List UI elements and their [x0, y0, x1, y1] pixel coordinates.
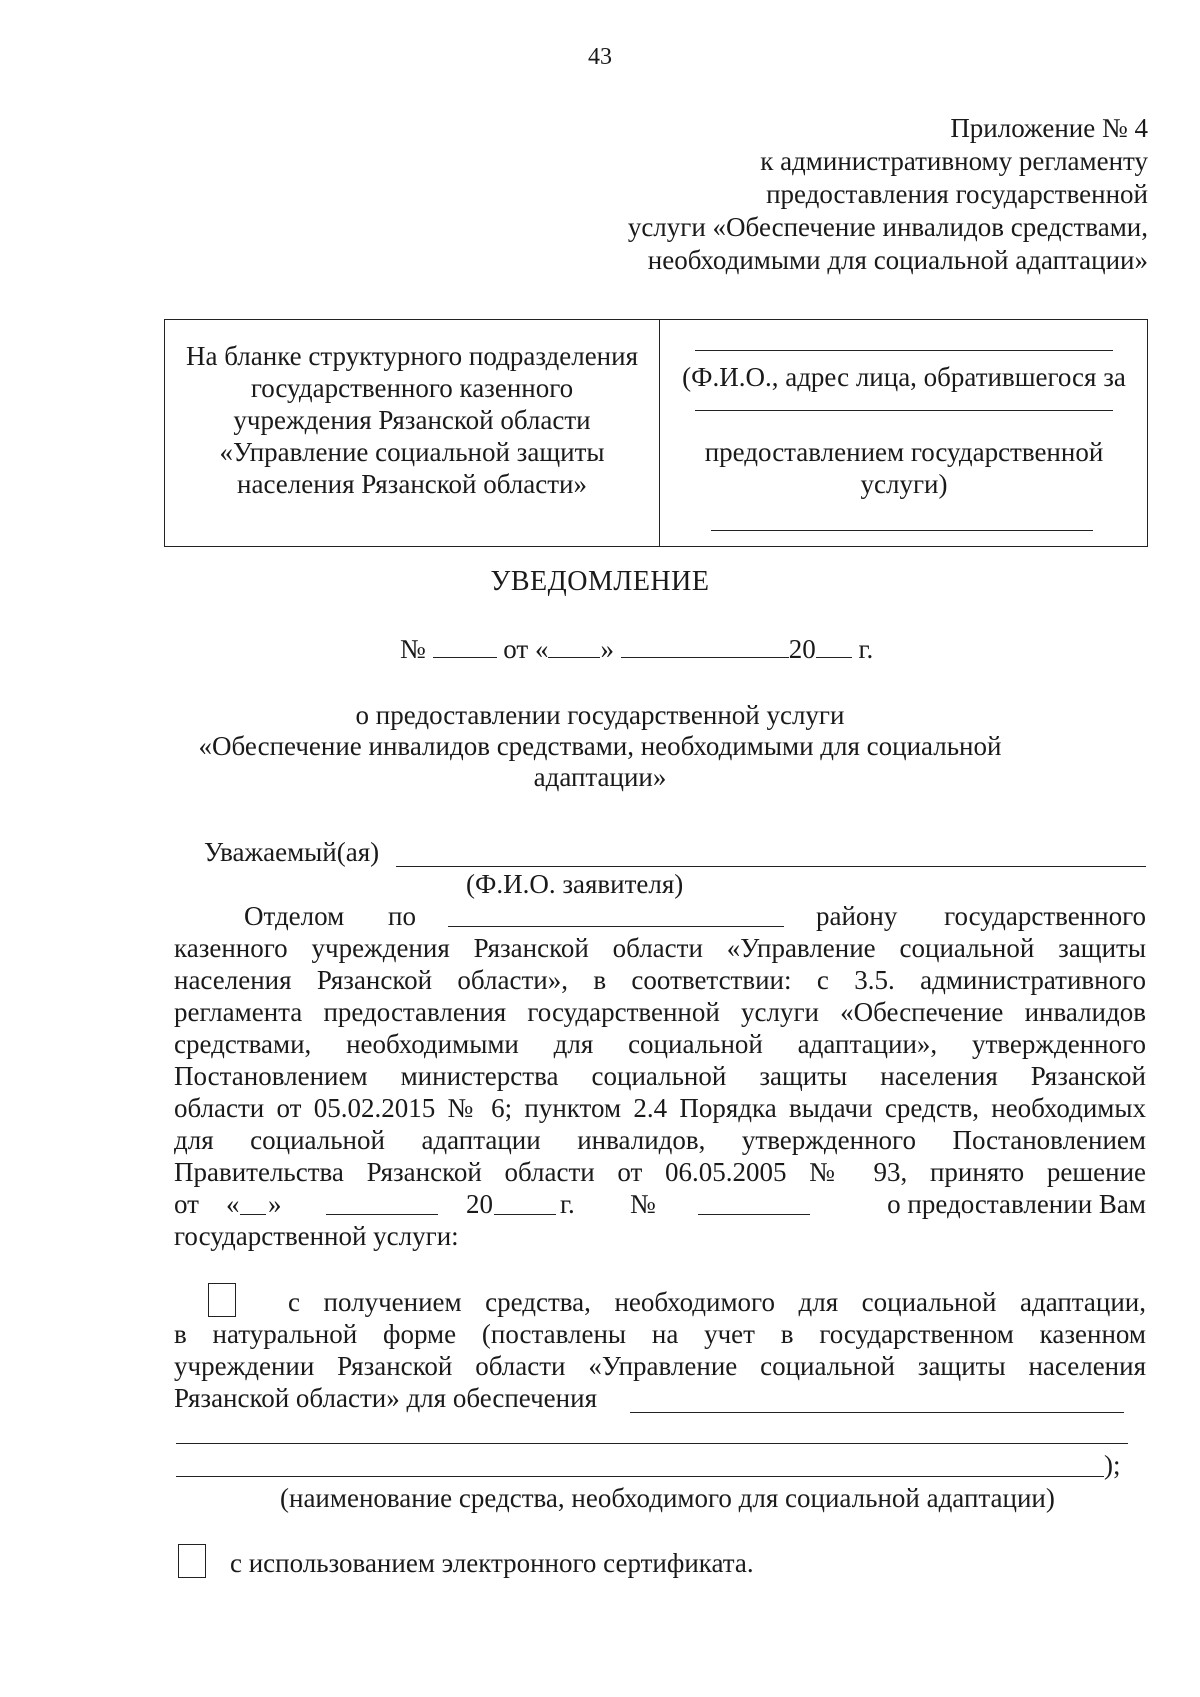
appendix-line: предоставления государственной	[766, 179, 1148, 209]
document-title: УВЕДОМЛЕНИЕ	[490, 566, 710, 597]
appendix-line: услуги «Обеспечение инвалидов средствами,	[627, 212, 1148, 242]
recipient-blank-line[interactable]	[711, 530, 1093, 531]
appendix-header	[628, 112, 1148, 277]
notice-number-line	[400, 634, 873, 665]
body-word: г.	[560, 1189, 575, 1219]
e-certificate-checkbox[interactable]	[178, 1544, 206, 1578]
option-text: Рязанской области» для обеспечения	[174, 1383, 597, 1413]
recipient-caption-line: услуги)	[860, 469, 948, 499]
body-line-1	[174, 900, 1146, 932]
applicant-name-field[interactable]	[396, 866, 1146, 867]
decision-month-field[interactable]	[326, 1192, 438, 1215]
year-prefix: 20	[788, 634, 816, 664]
notice-subject	[140, 700, 1060, 793]
option-natural-form	[174, 1286, 1146, 1414]
notice-year-field[interactable]	[816, 635, 852, 658]
option-line-last	[174, 1382, 1146, 1414]
decision-day-field[interactable]	[240, 1192, 266, 1215]
letterhead-line: государственного казенного	[250, 373, 574, 403]
page-number: 43	[588, 44, 612, 70]
applicant-caption: (Ф.И.О. заявителя)	[466, 869, 684, 899]
body-line-decision	[174, 1188, 1146, 1220]
decision-number-field[interactable]	[698, 1192, 810, 1215]
letterhead-line: населения Рязанской области»	[237, 469, 587, 499]
body-line: Правительства Рязанской области от 06.05.2005 № 93, принято решение	[174, 1157, 1146, 1187]
quote-mark: »	[600, 634, 614, 664]
notice-number-field[interactable]	[433, 635, 497, 658]
body-line: государственной услуги:	[174, 1221, 459, 1251]
letterhead-placeholder	[165, 340, 659, 500]
body-line: средствами, необходимыми для социальной адаптации», утвержденного	[174, 1029, 1146, 1059]
means-caption: (наименование средства, необходимого для социальной адаптации)	[280, 1483, 1055, 1513]
body-word: о предоставлении Вам	[887, 1189, 1146, 1219]
letterhead-line: На бланке структурного подразделения	[185, 341, 638, 371]
option-line: в натуральной форме (поставлены на учет в государственном казенном	[174, 1319, 1146, 1349]
body-line: области от 05.02.2015 № 6; пунктом 2.4 Порядка выдачи средств, необходимых	[174, 1093, 1146, 1123]
appendix-line: Приложение № 4	[950, 113, 1148, 143]
subject-line: адаптации»	[533, 762, 667, 792]
closing-mark: );	[1104, 1450, 1121, 1480]
body-word: 20	[466, 1189, 493, 1219]
appendix-line: к административному регламенту	[760, 146, 1148, 176]
letterhead-line: «Управление социальной защиты	[219, 437, 605, 467]
date-label: от «	[503, 634, 549, 664]
body-word: Отделом	[244, 901, 345, 931]
option-line: учреждении Рязанской области «Управление социальной защиты населения	[174, 1351, 1146, 1381]
option-line: с получением средства, необходимого для социальной адаптации,	[288, 1287, 1146, 1317]
means-name-field[interactable]	[630, 1412, 1124, 1413]
notice-day-field[interactable]	[548, 635, 600, 658]
number-sign: №	[400, 634, 426, 664]
body-word: №	[630, 1189, 656, 1219]
letterhead-line: учреждения Рязанской области	[233, 405, 591, 435]
appendix-line: необходимыми для социальной адаптации»	[647, 245, 1148, 275]
body-word: по	[388, 901, 416, 931]
district-field[interactable]	[448, 904, 784, 927]
notice-body	[174, 900, 1146, 1252]
recipient-caption-line: предоставлением государственной	[704, 437, 1104, 467]
recipient-caption-2	[661, 436, 1147, 500]
recipient-blank-line[interactable]	[695, 350, 1113, 351]
means-name-field-3[interactable]	[176, 1476, 1104, 1477]
body-line: казенного учреждения Рязанской области «Управление социальной защиты	[174, 933, 1146, 963]
body-word: району	[816, 901, 898, 931]
greeting: Уважаемый(ая)	[204, 837, 380, 867]
body-word: «	[226, 1189, 240, 1219]
body-line: населения Рязанской области», в соответствии: с 3.5. административного	[174, 965, 1146, 995]
means-name-field-2[interactable]	[176, 1443, 1128, 1444]
year-suffix: г.	[858, 634, 874, 664]
body-line: Постановлением министерства социальной защиты населения Рязанской	[174, 1061, 1146, 1091]
body-word: от	[174, 1189, 199, 1219]
recipient-caption-1: (Ф.И.О., адрес лица, обратившегося за	[682, 362, 1126, 392]
notice-month-field[interactable]	[621, 635, 789, 658]
body-word: государственного	[944, 901, 1146, 931]
letterhead-box	[164, 319, 1148, 547]
box-divider	[659, 320, 660, 546]
option-e-certificate: с использованием электронного сертификата.	[230, 1548, 754, 1578]
decision-year-field[interactable]	[494, 1192, 556, 1215]
body-word: »	[268, 1189, 282, 1219]
subject-line: «Обеспечение инвалидов средствами, необходимыми для социальной	[198, 731, 1002, 761]
recipient-block	[661, 320, 1147, 546]
body-line: для социальной адаптации инвалидов, утвержденного Постановлением	[174, 1125, 1146, 1155]
recipient-blank-line[interactable]	[695, 410, 1113, 411]
subject-line: о предоставлении государственной услуги	[355, 700, 845, 730]
body-line: регламента предоставления государственной услуги «Обеспечение инвалидов	[174, 997, 1146, 1027]
